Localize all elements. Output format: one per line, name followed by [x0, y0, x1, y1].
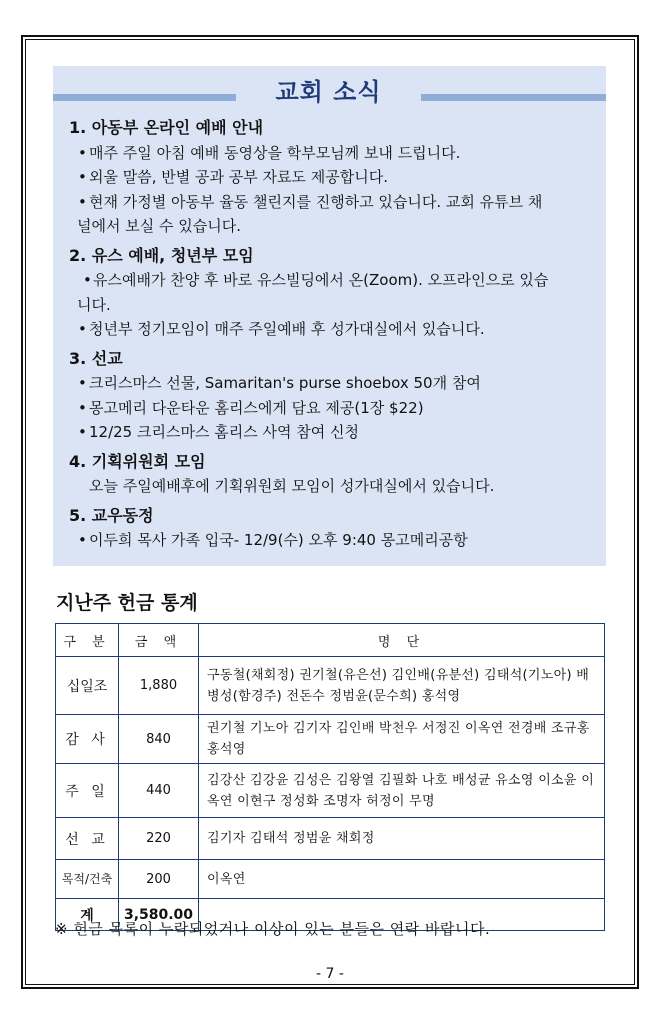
title-decoration-left	[53, 94, 236, 101]
news-body	[69, 116, 594, 558]
row-amount: 840	[119, 715, 199, 764]
row-names: 권기철 기노아 김기자 김인배 박천우 서정진 이옥연 전경배 조규홍 홍석영	[199, 715, 605, 764]
news-section-3	[69, 347, 594, 445]
total-label: 계	[56, 899, 119, 931]
row-names: 김강산 김강윤 김성은 김왕열 김필화 나호 배성균 유소영 이소윤 이옥연 이현구 정성화 조명자 허정이 무명	[199, 764, 605, 818]
offering-note: ※ 헌금 목록이 누락되었거나 이상이 있는 분들은 연락 바랍니다.	[55, 920, 491, 938]
row-amount: 1,880	[119, 657, 199, 715]
bullet-continuation: 니다.	[77, 295, 111, 314]
row-amount: 220	[119, 818, 199, 860]
bullet-item: • 현재 가정별 아동부 율동 챌린지를 진행하고 있습니다. 교회 유튜브 채	[69, 190, 594, 215]
table-row	[56, 860, 605, 899]
table-row	[56, 657, 605, 715]
row-names: 김기자 김태석 정범윤 채회정	[199, 818, 605, 860]
offering-stats-title: 지난주 헌금 통계	[56, 592, 198, 614]
row-amount: 440	[119, 764, 199, 818]
table-row	[56, 818, 605, 860]
offering-table	[55, 623, 605, 931]
row-names: 이옥연	[199, 860, 605, 899]
total-amount: 3,580.00	[119, 899, 199, 931]
row-names: 구동철(채회정) 권기철(유은선) 김인배(유분선) 김태석(기노아) 배병성(함경주) 전돈수 정범윤(문수희) 홍석영	[199, 657, 605, 715]
table-row	[56, 715, 605, 764]
row-category: 십일조	[56, 657, 119, 715]
bullet-item: • 매주 주일 아침 예배 동영상을 학부모님께 보내 드립니다.	[69, 141, 594, 166]
news-section-4	[69, 450, 594, 499]
bullet-item: • 청년부 정기모임이 매주 주일예배 후 성가대실에서 있습니다.	[69, 317, 594, 342]
bullet-continuation: 널에서 보실 수 있습니다.	[77, 217, 241, 235]
church-news-box	[53, 66, 606, 566]
row-category: 목적/건축	[56, 860, 119, 899]
bullet-item: • 12/25 크리스마스 홈리스 사역 참여 신청	[69, 420, 594, 445]
row-category: 감 사	[56, 715, 119, 764]
page-number: - 7 -	[316, 966, 344, 982]
section-heading: 3. 선교	[69, 348, 123, 368]
table-header-row	[56, 624, 605, 657]
section-heading: 2. 유스 예배, 청년부 모임	[69, 245, 254, 265]
header-amount: 금 액	[119, 624, 199, 657]
news-title: 교회 소식	[275, 78, 382, 106]
news-section-2	[69, 244, 594, 342]
row-category: 주 일	[56, 764, 119, 818]
section-heading: 5. 교우동정	[69, 505, 154, 525]
section-heading: 4. 기획위원회 모임	[69, 451, 206, 471]
header-category: 구 분	[56, 624, 119, 657]
news-title-row	[53, 74, 606, 110]
table-row	[56, 764, 605, 818]
bullet-item: • 외울 말씀, 반별 공과 공부 자료도 제공합니다.	[69, 165, 594, 190]
section-heading: 1. 아동부 온라인 예배 안내	[69, 118, 264, 137]
bullet-item: • 몽고메리 다운타운 홈리스에게 담요 제공(1장 $22)	[69, 396, 594, 421]
title-decoration-right	[421, 94, 606, 101]
section-text: 오늘 주일예배후에 기획위원회 모임이 성가대실에서 있습니다.	[89, 477, 495, 495]
bullet-item: • 이두희 목사 가족 입국- 12/9(수) 오후 9:40 몽고메리공항	[69, 528, 594, 553]
row-amount: 200	[119, 860, 199, 899]
news-section-1	[69, 116, 594, 239]
news-section-5	[69, 504, 594, 553]
header-names: 명 단	[199, 624, 605, 657]
bullet-item: • 유스예배가 찬양 후 바로 유스빌딩에서 온(Zoom). 오프라인으로 있습	[69, 268, 594, 293]
bullet-item: • 크리스마스 선물, Samaritan's purse shoebox 50개 참여	[69, 371, 594, 396]
row-category: 선 교	[56, 818, 119, 860]
